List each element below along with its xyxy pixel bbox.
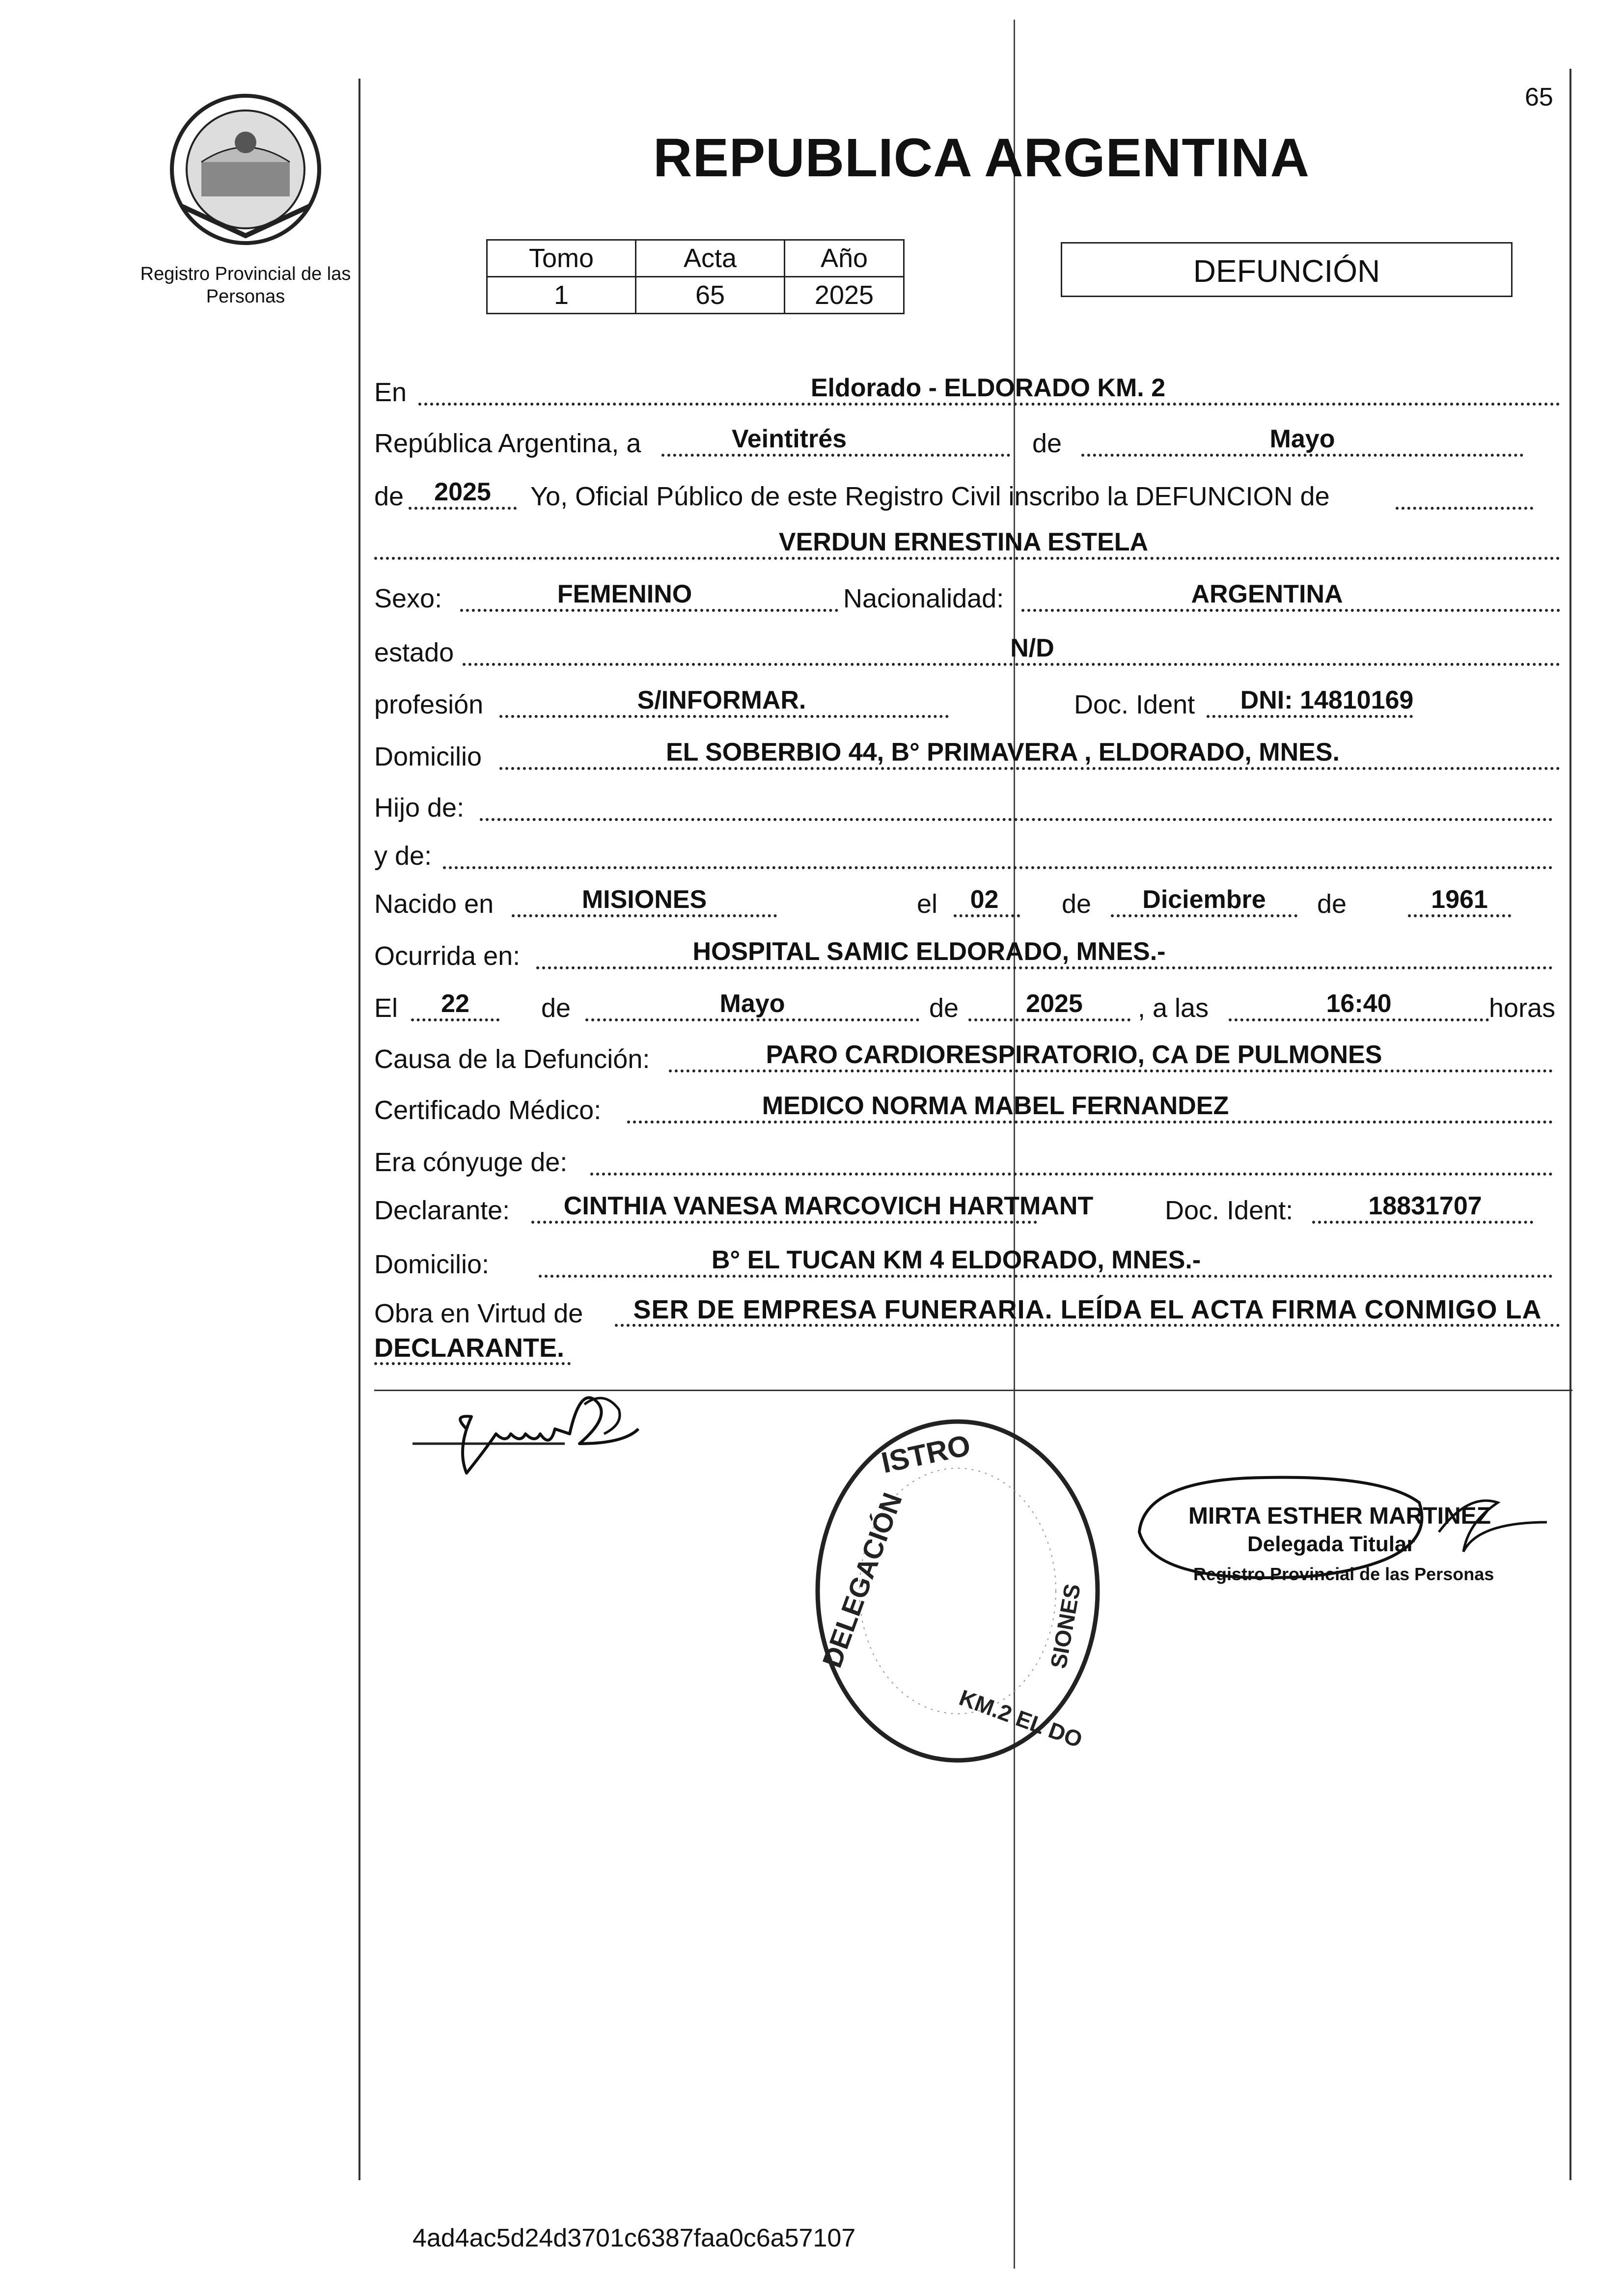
svg-text:SIONES: SIONES [1045, 1582, 1086, 1671]
profesion-label: profesión [374, 690, 484, 719]
dotted-line [590, 1173, 1553, 1176]
nac-anio-value: 1961 [1431, 885, 1488, 914]
document-hash: 4ad4ac5d24d3701c6387faa0c6a57107 [413, 2224, 856, 2252]
conyuge-label: Era cónyuge de: [374, 1148, 568, 1177]
yde-label: y de: [374, 841, 432, 871]
dotted-line [480, 818, 1553, 821]
obra-value-2: DECLARANTE. [374, 1333, 564, 1363]
domicilio-label: Domicilio [374, 742, 482, 771]
decl-domicilio-label: Domicilio: [374, 1250, 490, 1279]
el-label: el [917, 889, 938, 919]
dotted-line [954, 914, 1020, 917]
declarant-signature [408, 1370, 702, 1488]
dotted-line [418, 403, 1560, 406]
dotted-line [409, 507, 517, 510]
dotted-line [443, 866, 1553, 869]
right-margin-line [1569, 69, 1571, 2180]
ocurrida-label: Ocurrida en: [374, 941, 521, 971]
official-stamp [810, 1414, 1105, 1768]
acta-header-anio: Año [785, 240, 904, 277]
decl-domicilio-value: B° EL TUCAN KM 4 ELDORADO, MNES.- [711, 1246, 1201, 1274]
hora-value: 16:40 [1326, 989, 1392, 1018]
dotted-line [539, 1275, 1553, 1278]
dotted-line [1081, 454, 1523, 457]
dotted-line [1207, 715, 1413, 718]
acta-header-acta: Acta [636, 240, 785, 277]
oficial-text: Yo, Oficial Público de este Registro Civil inscribo la DEFUNCION de [530, 482, 1330, 511]
doc-value: DNI: 14810169 [1240, 686, 1414, 714]
dotted-line [531, 1221, 1037, 1224]
ocurrida-value: HOSPITAL SAMIC ELDORADO, MNES.- [692, 937, 1166, 966]
horas-label: horas [1489, 993, 1556, 1023]
acta-table [486, 239, 905, 314]
causa-label: Causa de la Defunción: [374, 1044, 650, 1074]
declarante-label: Declarante: [374, 1196, 510, 1225]
decl-doc-label: Doc. Ident: [1165, 1196, 1294, 1225]
certificado-value: MEDICO NORMA MABEL FERNANDEZ [762, 1092, 1229, 1120]
province-seal-logo [162, 88, 329, 250]
dotted-line [411, 1018, 499, 1021]
page-number: 65 [1525, 83, 1553, 111]
nombre-value: VERDUN ERNESTINA ESTELA [778, 528, 1149, 556]
alas-label: , a las [1138, 993, 1209, 1023]
nac-dia-value: 02 [970, 885, 999, 914]
domicilio-value: EL SOBERBIO 44, B° PRIMAVERA , ELDORADO, MNES. [665, 738, 1340, 767]
de-label: de [1032, 429, 1062, 458]
lugar-value: Eldorado - ELDORADO KM. 2 [810, 374, 1166, 402]
dotted-line [1229, 1018, 1489, 1021]
de-label: de [929, 993, 959, 1023]
acta-value-acta: 65 [636, 277, 785, 314]
dotted-line [460, 609, 838, 612]
dotted-line [1396, 507, 1533, 510]
de-label: de [1317, 889, 1347, 919]
record-type-box: DEFUNCIÓN [1061, 242, 1513, 297]
def-anio-value: 2025 [1026, 989, 1083, 1018]
signature-role: Delegada Titular [1247, 1532, 1415, 1556]
def-mes-value: Mayo [719, 989, 785, 1018]
signature-org: Registro Provincial de las Personas [1193, 1564, 1494, 1584]
left-margin-line [358, 79, 360, 2180]
dotted-line [499, 715, 949, 718]
estado-label: estado [374, 638, 454, 667]
nac-mes-value: Diciembre [1142, 885, 1266, 914]
el-label: El [374, 993, 398, 1023]
estado-value: N/D [1010, 634, 1054, 662]
dotted-line [968, 1018, 1130, 1021]
registry-label: Registro Provincial de las Personas [140, 264, 351, 307]
svg-text:DELEGACIÓN: DELEGACIÓN [816, 1488, 908, 1672]
hijo-label: Hijo de: [374, 793, 465, 822]
acta-value-tomo: 1 [487, 277, 636, 314]
doc-label: Doc. Ident [1074, 690, 1195, 719]
dotted-line [661, 454, 1010, 457]
acta-value-anio: 2025 [785, 277, 904, 314]
page-title: REPUBLICA ARGENTINA [653, 128, 1310, 188]
de-label: de [541, 993, 571, 1023]
def-dia-value: 22 [441, 989, 469, 1018]
obra-label: Obra en Virtud de [374, 1299, 583, 1328]
nacionalidad-label: Nacionalidad: [843, 584, 1004, 613]
dotted-line [374, 557, 1560, 560]
sexo-label: Sexo: [374, 584, 442, 613]
declarante-value: CINTHIA VANESA MARCOVICH HARTMANT [563, 1192, 1094, 1220]
signature-name: MIRTA ESTHER MARTINEZ [1188, 1503, 1491, 1529]
dotted-line [463, 663, 1560, 666]
dotted-line [1408, 914, 1511, 917]
dotted-line [1312, 1221, 1533, 1224]
dotted-line [585, 1018, 919, 1021]
mes-value: Mayo [1269, 425, 1335, 453]
dotted-line [627, 1121, 1553, 1123]
acta-header-tomo: Tomo [487, 240, 636, 277]
scan-fold-line [1014, 20, 1015, 2269]
dotted-line [536, 966, 1553, 969]
svg-text:ISTRO: ISTRO [878, 1428, 974, 1479]
dotted-line [669, 1069, 1553, 1072]
certificado-label: Certificado Médico: [374, 1096, 602, 1125]
causa-value: PARO CARDIORESPIRATORIO, CA DE PULMONES [766, 1041, 1382, 1069]
nacionalidad-value: ARGENTINA [1191, 580, 1343, 608]
dotted-line [1021, 609, 1560, 612]
obra-value: SER DE EMPRESA FUNERARIA. LEÍDA EL ACTA FIRMA CONMIGO LA [633, 1295, 1542, 1324]
nacido-value: MISIONES [581, 885, 707, 914]
dotted-line [499, 767, 1560, 770]
republica-label: República Argentina, a [374, 429, 641, 458]
de-label: de [1062, 889, 1092, 919]
profesion-value: S/INFORMAR. [637, 686, 806, 714]
dotted-line [1111, 914, 1297, 917]
sexo-value: FEMENINO [557, 580, 692, 608]
svg-text:KM.2 EL DO: KM.2 EL DO [956, 1684, 1086, 1753]
dia-value: Veintitrés [731, 425, 847, 453]
nacido-label: Nacido en [374, 889, 494, 919]
de-label: de [374, 482, 404, 511]
decl-doc-value: 18831707 [1368, 1192, 1482, 1220]
dotted-line [512, 914, 777, 917]
anio-value: 2025 [434, 478, 491, 506]
en-label: En [374, 378, 407, 407]
